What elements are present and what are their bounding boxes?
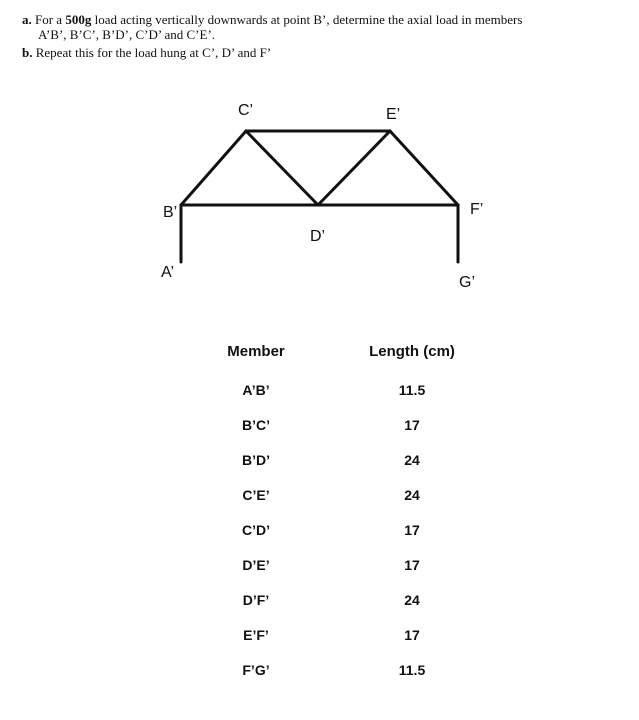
length-cell: 17 — [404, 626, 420, 643]
member-cell: B’C’ — [242, 416, 270, 433]
member-d-e — [318, 131, 390, 205]
member-length-table — [196, 330, 508, 687]
length-cell: 17 — [404, 416, 420, 433]
truss-diagram — [0, 0, 639, 320]
member-cell: C’D’ — [242, 521, 270, 538]
question-b-text: Repeat this for the load hung at C’, D’ and F’ — [32, 45, 272, 60]
table-row — [196, 617, 508, 652]
table-header-row — [196, 330, 508, 372]
table-row — [196, 547, 508, 582]
length-cell: 11.5 — [398, 661, 426, 678]
member-e-f — [390, 131, 458, 205]
table-row — [196, 372, 508, 407]
member-cell: D’E’ — [242, 556, 270, 573]
member-cell: C’E’ — [242, 486, 270, 503]
member-cell: D’F’ — [242, 591, 270, 608]
length-cell: 24 — [404, 451, 420, 468]
member-cell: A’B’ — [242, 381, 270, 398]
label-f: F’ — [470, 201, 484, 218]
question-a-load: 500g — [65, 12, 92, 27]
label-d: D’ — [310, 228, 326, 245]
member-c-d — [246, 131, 318, 205]
length-cell: 24 — [404, 591, 420, 608]
member-cell: B’D’ — [242, 451, 270, 468]
header-member: Member — [227, 342, 285, 360]
table-row — [196, 512, 508, 547]
label-a: A’ — [161, 264, 175, 281]
table-row — [196, 582, 508, 617]
length-cell: 17 — [404, 556, 420, 573]
member-b-c — [181, 131, 246, 205]
question-a-line2: A’B’, B’C’, B’D’, C’D’ and C’E’. — [38, 27, 216, 42]
label-c: C’ — [238, 102, 254, 119]
member-cell: F’G’ — [242, 661, 270, 678]
question-a-prefix: a. — [22, 12, 32, 27]
member-cell: E’F’ — [243, 626, 269, 643]
table-row — [196, 407, 508, 442]
length-cell: 11.5 — [398, 381, 426, 398]
table-row — [196, 442, 508, 477]
label-g: G’ — [459, 274, 475, 291]
question-b-prefix: b. — [22, 45, 33, 60]
table-row — [196, 477, 508, 512]
header-length: Length (cm) — [369, 342, 455, 360]
length-cell: 24 — [404, 486, 420, 503]
question-a-text1: For a — [31, 12, 66, 27]
label-e: E’ — [386, 106, 401, 123]
question-a-text2: load acting vertically downwards at point B’, determine the axial load in members — [91, 12, 523, 27]
table-row — [196, 652, 508, 687]
length-cell: 17 — [404, 521, 420, 538]
label-b: B’ — [163, 204, 178, 221]
